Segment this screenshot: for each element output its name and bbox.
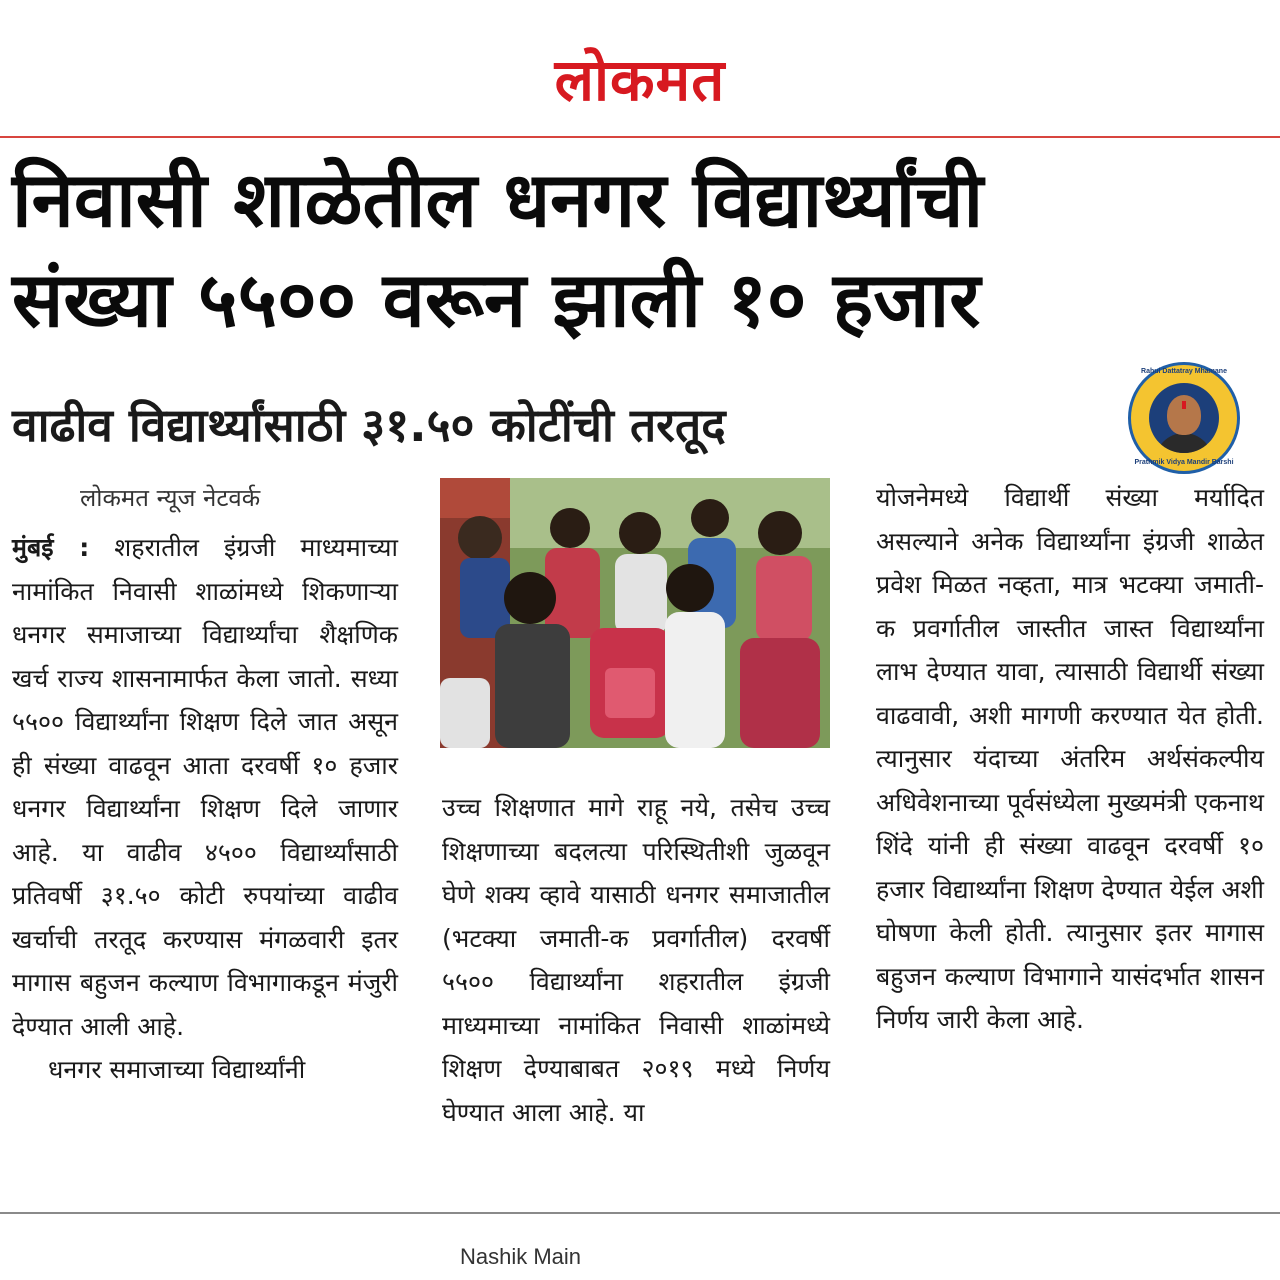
- masthead-divider: [0, 136, 1280, 138]
- badge-school-text: Prathmik Vidya Mandir Barshi: [1134, 459, 1234, 466]
- dateline: मुंबई :: [12, 533, 90, 562]
- article-text: शहरातील इंग्रजी माध्यमाच्या नामांकित निवासी शाळांमध्ये शिकणाऱ्या धनगर समाजाच्या विद्यार्थ्यांचा शैक्षणिक खर्च राज्य शासनामार्फत केला जातो. सध्या ५५०० विद्यार्थ्यांना शिक्षण दिले जात असून ही संख्या वाढवून आता दरवर्षी १० हजार धनगर विद्यार्थ्यांना शिक्षण दिले जाणार आहे. या वाढीव ४५०० विद्यार्थ्यांसाठी प्रतिवर्षी ३१.५० कोटी रुपयांच्या वाढीव खर्चाची तरतूद करण्यास मंगळवारी इतर मागास बहुजन कल्याण विभागाकडून मंजुरी देण्यात आली आहे.: [12, 533, 398, 1041]
- article-paragraph: धनगर समाजाच्या विद्यार्थ्यांनी: [48, 1055, 306, 1084]
- edition-label: Nashik Main: [460, 1244, 582, 1269]
- masthead: [0, 40, 1280, 120]
- badge-portrait: [1149, 383, 1219, 453]
- headline-line-2: संख्या ५५०० वरून झाली १० हजार: [12, 255, 981, 344]
- article-column-left: [12, 526, 398, 1092]
- headline: [12, 150, 1272, 350]
- schoolchildren-photo: [440, 478, 830, 748]
- footer-divider: [0, 1212, 1280, 1214]
- article-column-right: [876, 476, 1264, 1042]
- newspaper-logo: लोकमत: [554, 46, 726, 114]
- author-badge: [1128, 362, 1240, 474]
- subheadline: वाढीव विद्यार्थ्यांसाठी ३१.५० कोटींची तरतूद: [12, 398, 726, 452]
- article-paragraph: उच्च शिक्षणात मागे राहू नये, तसेच उच्च शिक्षणाच्या बदलत्या परिस्थितीशी जुळवून घेणे शक्य व्हावे यासाठी धनगर समाजातील (भटक्या जमाती-क प्रवर्गातील) दरवर्षी ५५०० विद्यार्थ्यांना शहरातील इंग्रजी माध्यमाच्या नामांकित निवासी शाळांमध्ये शिक्षण देण्याबाबत २०१९ मध्ये निर्णय घेण्यात आला आहे. या: [442, 793, 830, 1127]
- article-photo: [440, 478, 830, 748]
- headline-line-1: निवासी शाळेतील धनगर विद्यार्थ्यांची: [12, 155, 984, 244]
- badge-name-text: Rahul Dattatray Mhamane: [1141, 368, 1227, 375]
- article-paragraph: योजनेमध्ये विद्यार्थी संख्या मर्यादित असल्याने अनेक विद्यार्थ्यांना इंग्रजी शाळेत प्रवेश मिळत नव्हता, मात्र भटक्या जमाती-क प्रवर्गातील जास्तीत जास्त विद्यार्थ्यांना लाभ देण्यात यावा, त्यासाठी विद्यार्थी संख्या वाढवावी, अशी मागणी करण्यात येत होती. त्यानुसार यंदाच्या अंतरिम अर्थसंकल्पीय अधिवेशनाच्या पूर्वसंध्येला मुख्यमंत्री एकनाथ शिंदे यांनी ही संख्या वाढवून दरवर्षी १० हजार विद्यार्थ्यांना शिक्षण देण्यात येईल अशी घोषणा केली होती. त्यानुसार इतर मागास बहुजन कल्याण विभागाने यासंदर्भात शासन निर्णय जारी केला आहे.: [876, 483, 1264, 1034]
- article-paragraph: [12, 526, 398, 1048]
- article-column-middle: [442, 786, 830, 1134]
- byline: लोकमत न्यूज नेटवर्क: [80, 484, 261, 512]
